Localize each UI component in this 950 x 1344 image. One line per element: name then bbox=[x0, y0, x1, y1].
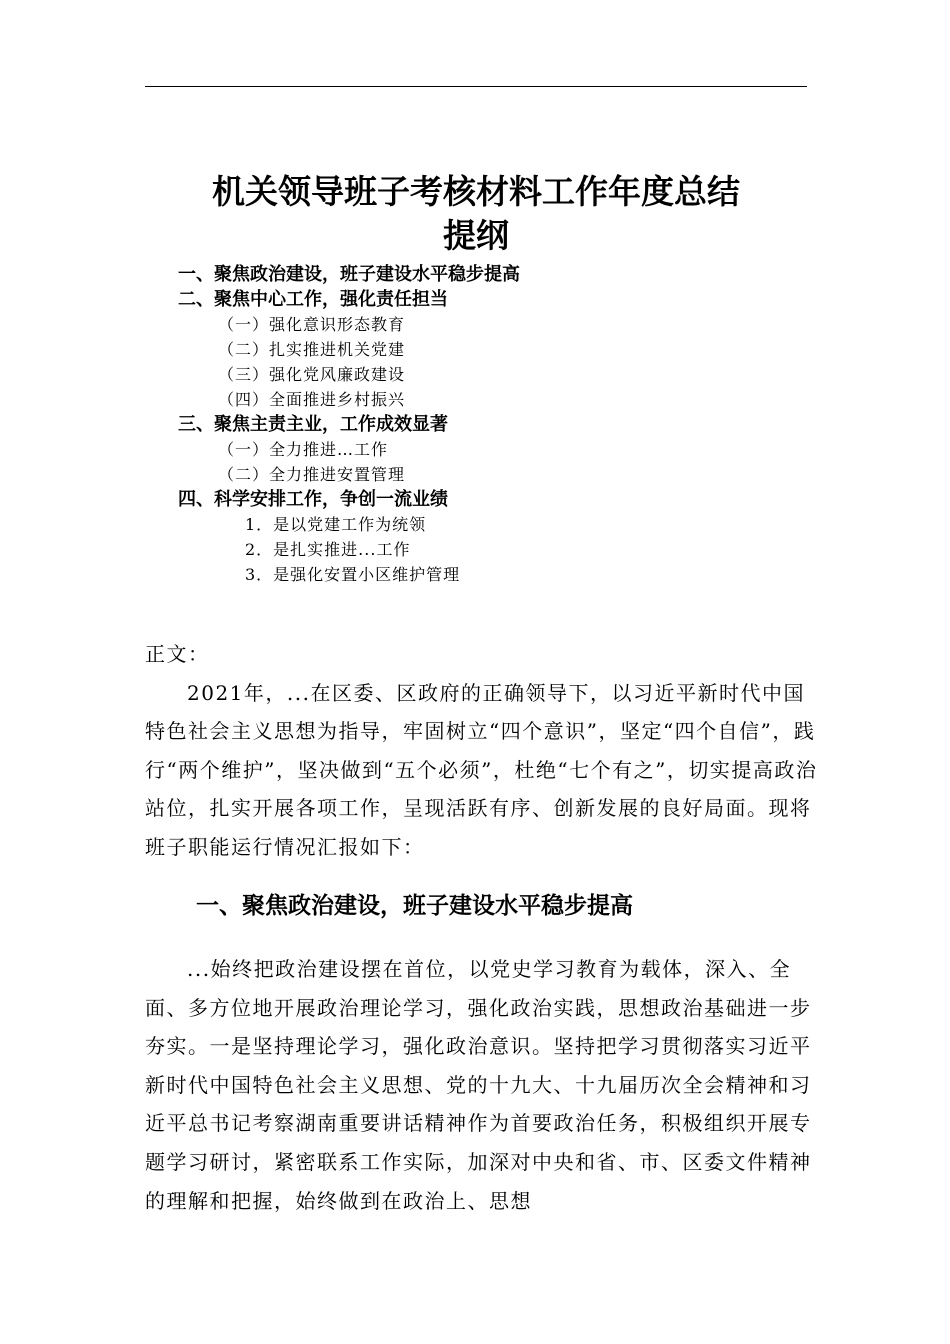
outline-item-4: 四、科学安排工作，争创一流业绩 bbox=[178, 489, 448, 510]
outline-subitem-2-4: （四）全面推进乡村振兴 bbox=[218, 390, 406, 409]
outline-subitem-3-2: （二）全力推进安置管理 bbox=[218, 465, 406, 484]
document-title-line-1: 机关领导班子考核材料工作年度总结 bbox=[212, 172, 740, 211]
body-section bbox=[145, 635, 825, 867]
section-1-paragraph: ...始终把政治建设摆在首位，以党史学习教育为载体，深入、全面、多方位地开展政治理论学习，强化政治实践，思想政治基础进一步夯实。一是坚持理论学习，强化政治意识。坚持把学习贯彻落实习近平新时代中国特色社会主义思想、党的十九大、十九届历次全会精神和习近平总书记考察湖南重要讲话精神作为首要政治任务，积极组织开展专题学习研讨，紧密联系工作实际，加深对中央和省、市、区委文件精神的理解和把握，始终做到在政治上、思想 bbox=[145, 957, 812, 1213]
outline-item-3: 三、聚焦主责主业，工作成效显著 bbox=[178, 414, 448, 435]
outline-subitem-2-2: （二）扎实推进机关党建 bbox=[218, 340, 406, 359]
body-label: 正文： bbox=[145, 642, 210, 666]
outline-item-1: 一、聚焦政治建设，班子建设水平稳步提高 bbox=[178, 264, 520, 285]
header-rule bbox=[145, 86, 807, 87]
outline-subitem-4-2: 2．是扎实推进...工作 bbox=[245, 540, 411, 559]
outline-subitem-2-3: （三）强化党风廉政建设 bbox=[218, 365, 406, 384]
section-1-body bbox=[145, 950, 825, 1220]
outline-subitem-4-3: 3．是强化安置小区维护管理 bbox=[245, 565, 461, 584]
document-title-line-2: 提纲 bbox=[443, 216, 509, 255]
section-1-heading: 一、聚焦政治建设，班子建设水平稳步提高 bbox=[196, 893, 633, 919]
outline-subitem-2-1: （一）强化意识形态教育 bbox=[218, 315, 406, 334]
outline-subitem-3-1: （一）全力推进…工作 bbox=[218, 440, 389, 459]
intro-paragraph: 2021年，...在区委、区政府的正确领导下，以习近平新时代中国特色社会主义思想为指导，牢固树立“四个意识”，坚定“四个自信”，践行“两个维护”，坚决做到“五个必须”，杜绝“七个有之”，切实提高政治站位，扎实开展各项工作，呈现活跃有序、创新发展的良好局面。现将班子职能运行情况汇报如下： bbox=[145, 680, 818, 859]
outline-subitem-4-1: 1．是以党建工作为统领 bbox=[245, 515, 427, 534]
outline-item-2: 二、聚焦中心工作，强化责任担当 bbox=[178, 289, 448, 310]
